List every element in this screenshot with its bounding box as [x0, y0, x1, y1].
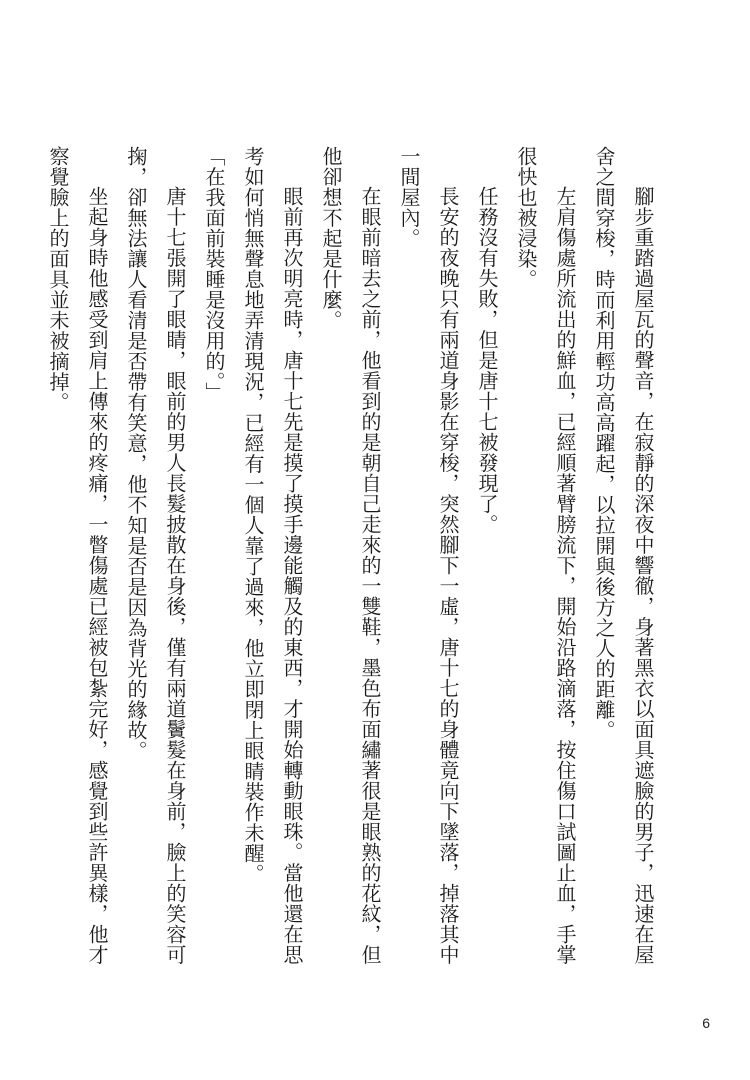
paragraph-9: 坐起身時他感受到肩上傳來的疼痛，一瞥傷處已經被包紮完好，感覺到些許異樣，他才察覺臉上的面具並未被摘掉。 [46, 146, 109, 965]
vertical-text-body [38, 146, 662, 966]
paragraph-2: 左肩傷處所流出的鮮血，已經順著臂膀流下，開始沿路滴落，按住傷口試圖止血，手掌很快也被浸染。 [514, 146, 577, 965]
paragraph-3: 任務沒有失敗，但是唐十七被發現了。 [475, 186, 499, 535]
page-number: 6 [702, 1015, 710, 1031]
paragraph-1: 腳步重踏過屋瓦的聲音，在寂靜的深夜中響徹，身著黑衣以面具遮臉的男子，迅速在屋舍之間穿梭，時而利用輕功高高躍起，以拉開與後方之人的距離。 [592, 146, 655, 965]
paragraph-7: 「在我面前裝睡是沒用的。」 [202, 146, 226, 403]
paragraph-6: 眼前再次明亮時，唐十七先是摸了摸手邊能觸及的東西，才開始轉動眼珠。當他還在思考如何悄無聲息地弄清現況，已經有一個人靠了過來，他立即閉上眼睛裝作未醒。 [241, 146, 304, 965]
paragraph-8: 唐十七張開了眼睛，眼前的男人長髮披散在身後，僅有兩道鬢髮在身前，臉上的笑容可掬，卻無法讓人看清是否帶有笑意，他不知是否是因為背光的緣故。 [124, 146, 187, 965]
paragraph-5: 在眼前暗去之前，他看到的是朝自己走來的一雙鞋，墨色布面繡著很是眼熟的花紋，但他卻想不起是什麼。 [319, 146, 382, 965]
paragraph-4: 長安的夜晚只有兩道身影在穿梭，突然腳下一虛，唐十七的身體竟向下墜落，掉落其中一間屋內。 [397, 146, 460, 965]
